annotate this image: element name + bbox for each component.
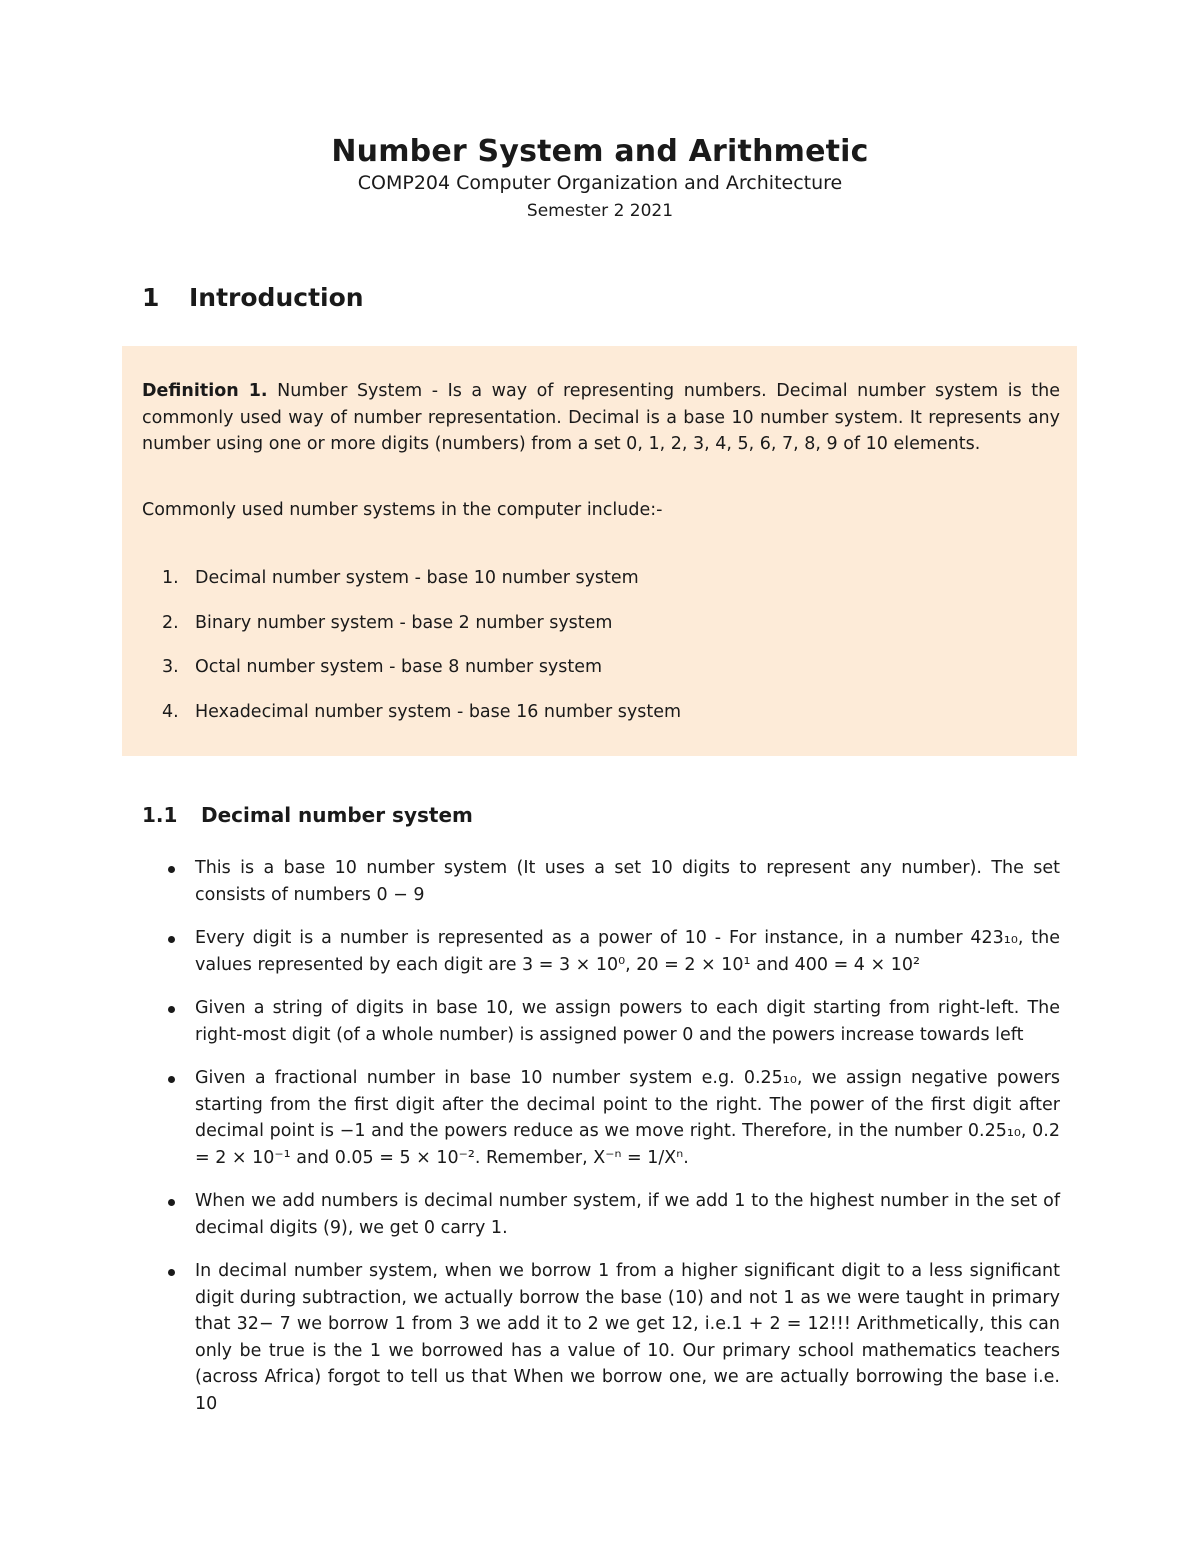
list-item-text: Binary number system - base 2 number system [195, 612, 613, 633]
list-item-number: 2. [162, 612, 179, 633]
bullet-text: Given a string of digits in base 10, we assign powers to each digit starting from right-left. The right-most digit (of a whole number) is assigned power 0 and the powers increase towards left [195, 998, 1060, 1045]
subsection-title: Decimal number system [201, 803, 473, 827]
list-item-text: Hexadecimal number system - base 16 number system [195, 701, 682, 722]
section-number: 1 [142, 283, 160, 312]
bullet-text: This is a base 10 number system (It uses a set 10 digits to represent any number). The set consists of numbers 0 − 9 [195, 858, 1060, 905]
bullet-text: Every digit is a number is represented as a power of 10 - For instance, in a number 423₁₀, the values represented by each digit are 3 = 3 × 10⁰, 20 = 2 × 10¹ and 400 = 4 × 10² [195, 928, 1060, 975]
list-item-text: Octal number system - base 8 number system [195, 657, 603, 677]
bullet-icon [168, 1006, 175, 1013]
list-item-text: Decimal number system - base 10 number system [195, 568, 639, 588]
definition-label: Definition 1. [142, 381, 268, 401]
list-item-number: 1. [162, 568, 179, 588]
decimal-bullet-list [162, 855, 1060, 1434]
bullet-icon [168, 1076, 175, 1083]
bullet-text: In decimal number system, when we borrow 1 from a higher significant digit to a less significant digit during subtraction, we actually borrow the base (10) and not 1 as we were taught in primary that 32− 7 we borrow 1 from 3 we add it to 2 we get 12, i.e.1 + 2 = 12!!! Arithmetically, this can only be true is the 1 we borrowed has a value of 10. Our primary school mathematics teachers (across Africa) forgot to tell us that When we borrow one, we are actually borrowing the base i.e. 10 [195, 1261, 1060, 1414]
document-title: Number System and Arithmetic [331, 134, 869, 169]
list-item-number: 3. [162, 657, 179, 677]
bullet-item [162, 1188, 1060, 1241]
list-item [162, 565, 681, 610]
list-item [162, 610, 681, 655]
subsection-heading [142, 803, 473, 827]
bullet-text: Given a fractional number in base 10 number system e.g. 0.25₁₀, we assign negative powers starting from the first digit after the decimal point to the right. The power of the first digit after decimal point is −1 and the powers reduce as we move right. Therefore, in the number 0.25₁₀, 0.2 = 2 × 10⁻¹ and 0.05 = 5 × 10⁻². Remember, X⁻ⁿ = 1/Xⁿ. [195, 1068, 1060, 1168]
bullet-icon [168, 1199, 175, 1206]
semester-label: Semester 2 2021 [526, 201, 674, 221]
list-item [162, 654, 681, 699]
bullet-item [162, 1258, 1060, 1417]
bullet-item [162, 995, 1060, 1048]
subsection-number: 1.1 [142, 803, 178, 827]
bullet-text: When we add numbers is decimal number system, if we add 1 to the highest number in the set of decimal digits (9), we get 0 carry 1. [195, 1191, 1060, 1238]
definition-text: Number System - Is a way of representing numbers. Decimal number system is the commonly used way of number representation. Decimal is a base 10 number system. It represents any number using one or more digits (numbers) from a set 0, 1, 2, 3, 4, 5, 6, 7, 8, 9 of 10 elements. [142, 381, 1060, 454]
number-systems-list [162, 565, 681, 743]
bullet-item [162, 855, 1060, 908]
list-item [162, 699, 681, 744]
section-title: Introduction [189, 283, 364, 312]
course-name: COMP204 Computer Organization and Architecture [357, 172, 843, 194]
section-heading [142, 283, 364, 312]
common-systems-intro: Commonly used number systems in the computer include:- [142, 500, 663, 520]
bullet-icon [168, 866, 175, 873]
definition-paragraph [142, 378, 1060, 458]
bullet-icon [168, 1269, 175, 1276]
bullet-icon [168, 936, 175, 943]
bullet-item [162, 925, 1060, 978]
bullet-item [162, 1065, 1060, 1171]
list-item-number: 4. [162, 701, 179, 722]
